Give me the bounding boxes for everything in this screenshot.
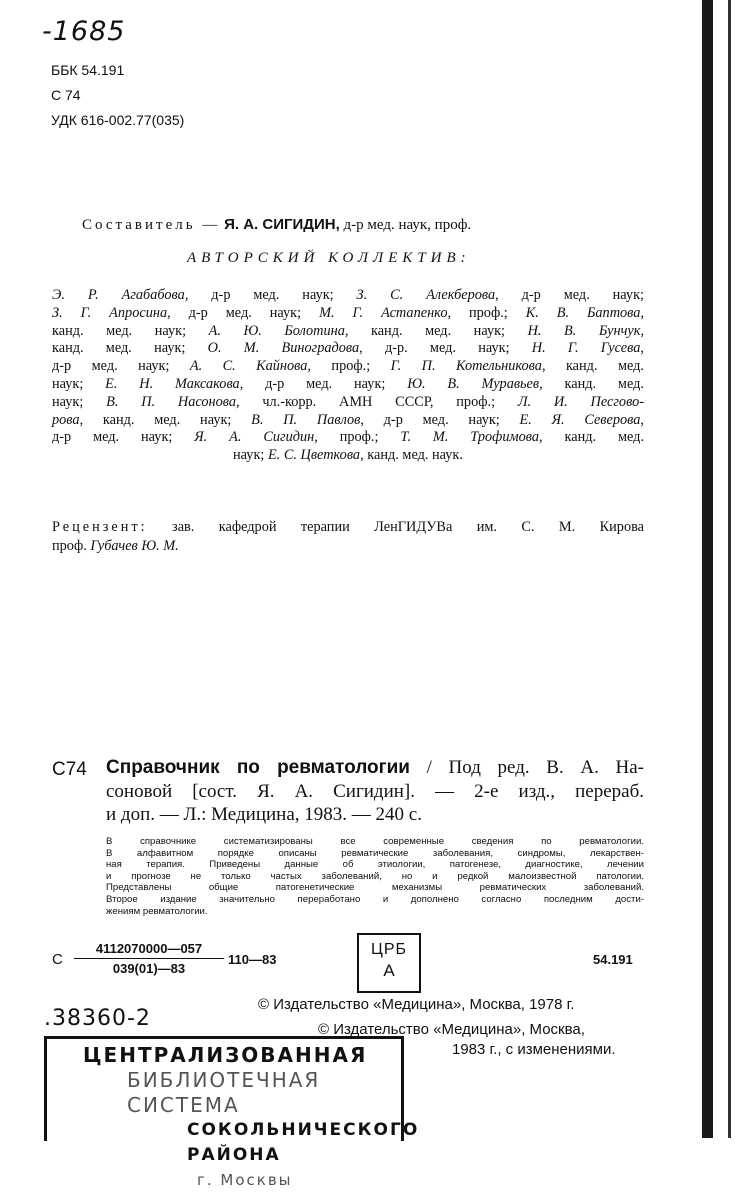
library-stamp	[44, 1036, 420, 1189]
book-title: Справочник по ревматологии	[106, 757, 410, 778]
reviewer-name: Губачев Ю. М.	[90, 538, 179, 554]
authors-line	[52, 340, 644, 358]
authors-heading: АВТОРСКИЙ КОЛЛЕКТИВ:	[187, 250, 471, 266]
author-credentials: ,	[640, 304, 645, 321]
authors-line	[52, 394, 644, 412]
authors-line	[52, 376, 644, 394]
author-credentials: , д-р мед. наук;	[360, 411, 520, 428]
author-name: Э. Р. Агабабова	[52, 287, 185, 303]
author-credentials: , д-р мед. наук;	[167, 304, 320, 321]
author-credentials: , канд. мед.	[539, 375, 644, 392]
index-numerator: 4112070000—057	[74, 941, 224, 959]
abstract-line: ная терапия. Приведены данные об этиологии, патогенезе, диагностике, лечении	[106, 859, 644, 871]
author-credentials: д-р мед. наук;	[52, 429, 195, 446]
author-name: Ю. В. Муравьев	[407, 375, 540, 392]
authors-line	[52, 323, 644, 341]
copyright-1983: © Издательство «Медицина», Москва,	[318, 1021, 585, 1038]
abstract-line: В алфавитном порядке описаны ревматические заболевания, синдромы, лекарствен-	[106, 847, 644, 859]
abstract-line: Представлены общие патогенетические механизмы ревматических заболеваний.	[106, 882, 644, 894]
author-name: Т. М. Трофимова	[400, 429, 540, 446]
copyright-1983-continued: 1983 г., с изменениями.	[452, 1041, 616, 1058]
scan-edge-shadow	[702, 0, 713, 1138]
bibliographic-citation	[106, 756, 644, 827]
author-name: В. П. Насонова	[106, 393, 236, 410]
library-stamp-line-1: ЦЕНТРАЛИЗОВАННАЯ	[83, 1043, 368, 1067]
author-credentials: , д-р мед. наук;	[239, 375, 408, 392]
author-credentials: ,	[640, 340, 644, 357]
citation-line-2: соновой [сост. Я. А. Сигидин]. — 2-е изд., перераб.	[106, 780, 644, 802]
author-name: А. С. Кайнова	[189, 358, 308, 375]
library-stamp-line-3: СОКОЛЬНИЧЕСКОГО РАЙОНА	[187, 1120, 420, 1165]
citation-editor: / Под ред. В. А. На-	[409, 757, 644, 778]
reviewer-title: проф.	[52, 538, 87, 554]
author-credentials: наук;	[52, 375, 106, 392]
author-mark: С 74	[51, 87, 81, 103]
author-credentials: , канд. мед. наук;	[344, 322, 528, 339]
library-stamp-line-4: г. Москвы	[197, 1171, 293, 1189]
abstract-line: В справочнике систематизированы все современные сведения по ревматологии.	[106, 836, 644, 847]
authors-line	[52, 447, 644, 465]
reviewer-block	[52, 518, 644, 556]
citation-line-3: и доп. — Л.: Медицина, 1983. — 240 с.	[106, 804, 422, 825]
author-name: Е. Н. Максакова	[105, 375, 240, 392]
crb-stamp-line-1: ЦРБ	[370, 941, 407, 958]
crb-stamp-line-2: А	[383, 961, 395, 980]
author-credentials: , д-р мед. наук;	[184, 287, 357, 303]
reviewer-position: зав. кафедрой терапии ЛенГИДУВа им. С. М. Кирова	[172, 519, 644, 535]
author-name: З. Г. Апросина	[52, 304, 168, 321]
author-credentials: ,	[640, 322, 645, 339]
abstract-line: Второе издание значительно переработано и дополнено согласно последним дости-	[106, 893, 644, 905]
author-name: М. Г. Астапенко	[319, 304, 448, 321]
citation-line-1	[106, 756, 644, 780]
author-credentials: ,	[640, 411, 644, 428]
author-name: В. П. Павлов	[251, 411, 361, 428]
author-name: Я. А. Сигидин	[194, 429, 315, 446]
author-credentials: , канд. мед.	[539, 429, 645, 446]
author-credentials: , проф.;	[314, 429, 401, 446]
author-name: О. М. Виноградова	[207, 340, 360, 357]
compiler-degree: д-р мед. наук, проф.	[343, 217, 472, 233]
author-credentials: , чл.-корр. АМН СССР, проф.;	[236, 393, 518, 410]
reviewer-line-2	[52, 537, 644, 556]
index-letter: С	[52, 951, 63, 968]
author-credentials: канд. мед. наук;	[52, 322, 209, 339]
handwritten-accession-number: .38360-2	[44, 1006, 151, 1031]
compiler-line	[82, 216, 471, 234]
author-name: Л. И. Песгово-	[517, 393, 644, 410]
author-credentials: , д-р. мед. наук;	[359, 340, 532, 357]
index-fraction	[74, 941, 224, 976]
author-credentials: , проф.;	[307, 358, 391, 375]
author-name: Е. С. Цветкова	[267, 447, 361, 464]
handwritten-inventory-number: -1685	[42, 16, 126, 47]
compiler-label: Составитель —	[82, 217, 221, 233]
author-name: Н. В. Бунчук	[527, 322, 641, 339]
author-credentials: , д-р мед. наук;	[495, 287, 644, 303]
author-name: А. Ю. Болотина	[208, 322, 345, 339]
compiler-name: Я. А. СИГИДИН,	[224, 216, 340, 233]
authors-list	[52, 287, 644, 465]
authors-line	[52, 305, 644, 323]
bbk-bottom: 54.191	[593, 952, 633, 967]
udk-code: УДК 616-002.77(035)	[51, 112, 185, 128]
author-credentials: наук;	[52, 393, 107, 410]
author-name: Е. Я. Северова	[519, 411, 641, 428]
authors-line	[52, 412, 644, 430]
author-name: Н. Г. Гусева	[531, 340, 641, 357]
authors-line	[52, 429, 644, 447]
abstract-line: жениям ревматологии.	[106, 905, 208, 917]
author-name: рова	[52, 411, 80, 428]
reviewer-line-1	[52, 518, 644, 537]
author-credentials: , канд. мед. наук.	[360, 447, 463, 464]
reviewer-label: Рецензент:	[52, 519, 148, 535]
abstract	[106, 836, 644, 917]
author-credentials: канд. мед. наук;	[52, 340, 208, 357]
crb-stamp	[357, 933, 421, 993]
scan-edge-line	[728, 0, 731, 1138]
index-denominator: 039(01)—83	[112, 961, 186, 976]
author-name: К. В. Баптова	[525, 304, 641, 321]
author-credentials: , проф.;	[447, 304, 526, 321]
catalog-code: С74	[52, 759, 87, 780]
author-credentials: , канд. мед.	[541, 358, 644, 375]
author-credentials: наук;	[233, 447, 268, 464]
copyright-1978: © Издательство «Медицина», Москва, 1978 г.	[258, 996, 575, 1013]
authors-line	[52, 358, 644, 376]
author-credentials: , канд. мед. наук;	[79, 411, 252, 428]
bbk-code: ББК 54.191	[51, 62, 125, 78]
order-code: 110—83	[228, 952, 277, 967]
authors-line	[52, 287, 644, 305]
abstract-line: и прогнозе не только частых заболеваний, но и редкой малоизвестной патологии.	[106, 870, 644, 882]
author-name: Г. П. Котельникова	[390, 358, 542, 375]
author-name: З. С. Алекберова	[356, 287, 496, 303]
author-credentials: д-р мед. наук;	[52, 358, 190, 375]
library-stamp-line-2: БИБЛИОТЕЧНАЯ СИСТЕМА	[127, 1068, 321, 1117]
